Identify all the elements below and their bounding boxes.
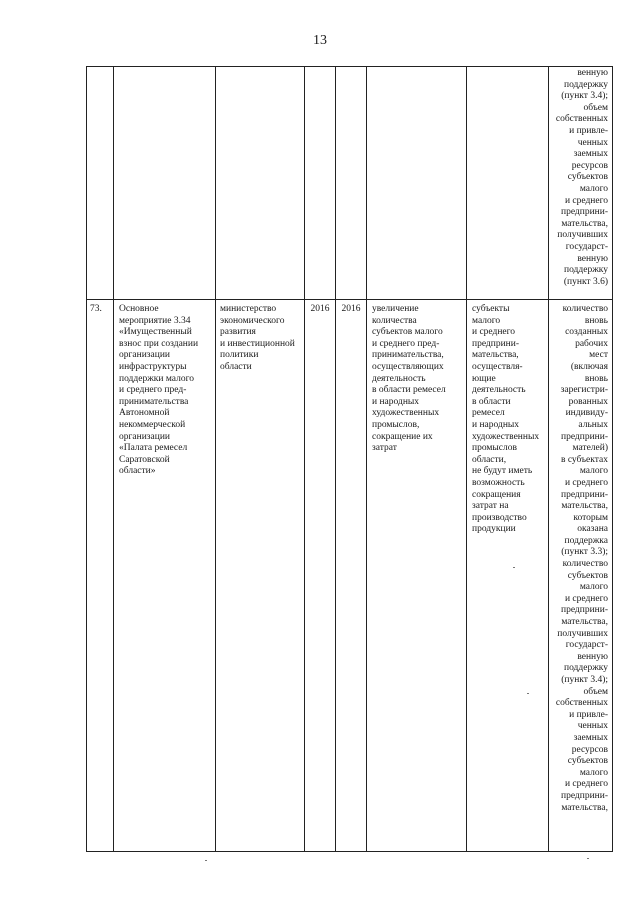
cell-text-line: (пункт 3.3);: [561, 547, 608, 558]
cell-text-line: заемных: [573, 149, 608, 160]
cell-text-line: и инвестиционной: [220, 338, 295, 349]
cell-text-line: альных: [578, 419, 608, 430]
cell-text-line: принимательства,: [372, 350, 444, 361]
column-divider: [215, 66, 216, 852]
cell-text-line: сокращения: [472, 489, 521, 500]
cell-text-line: развития: [220, 327, 256, 338]
cell-text-line: «Палата ремесел: [119, 443, 188, 454]
cell-text-line: получивших: [557, 628, 608, 639]
cell-text-line: субъектов: [567, 570, 608, 581]
cell-text-line: осуществля-: [472, 361, 523, 372]
cell-text-line: художественных: [472, 431, 540, 442]
expected-result-cell: [372, 304, 464, 455]
table-border-top: [86, 66, 613, 67]
cell-text-line: вновь: [584, 315, 608, 326]
cell-text-line: поддержку: [564, 663, 608, 674]
row-divider: [86, 299, 613, 300]
cell-text-line: которым: [573, 512, 608, 523]
table-border-right: [612, 66, 613, 852]
cell-text-line: поддержку: [564, 265, 608, 276]
cell-text-line: субъектов: [567, 172, 608, 183]
cell-text-line: зарегистри-: [560, 385, 608, 396]
cell-text-line: мательства,: [561, 218, 608, 229]
cell-text-line: венную: [577, 68, 608, 78]
cell-text-line: увеличение: [372, 304, 419, 314]
cell-text-line: получивших: [557, 230, 608, 241]
cell-text-line: инфраструктуры: [119, 361, 187, 372]
cell-text-line: экономического: [220, 315, 285, 326]
cell-text-line: малого: [579, 466, 608, 477]
cell-text-line: и среднего: [472, 327, 516, 338]
cell-text-line: области: [220, 361, 252, 372]
cell-text-line: и народных: [372, 396, 420, 407]
cell-text-line: Автономной: [119, 408, 170, 419]
cell-text-line: и среднего: [564, 593, 608, 604]
consequences-cell: [472, 304, 546, 536]
cell-text-line: возможность: [472, 477, 525, 488]
cell-text-line: малого: [579, 582, 608, 593]
cell-text-line: предприни-: [560, 207, 608, 218]
cell-text-line: производство: [472, 512, 527, 523]
column-divider: [335, 66, 336, 852]
cell-text-line: предприни-: [560, 431, 608, 442]
cell-text-line: некоммерческой: [119, 419, 186, 430]
scan-speck: [513, 567, 515, 568]
cell-text-line: созданных: [565, 327, 608, 338]
cell-text-line: организации: [119, 350, 171, 361]
cell-text-line: и среднего: [564, 195, 608, 206]
cell-text-line: заемных: [573, 732, 608, 743]
column-divider: [366, 66, 367, 852]
end-year-cell: 2016: [341, 304, 361, 314]
cell-text-line: и народных: [472, 419, 520, 430]
cell-text-line: мательства,: [561, 802, 608, 813]
cell-text-line: венную: [577, 651, 608, 662]
cell-text-line: мательства,: [472, 350, 519, 361]
cell-text-line: не будут иметь: [472, 466, 533, 477]
cell-text-line: количество: [562, 559, 608, 570]
cell-text-line: малого: [472, 315, 501, 326]
cell-text-line: продукции: [472, 524, 516, 535]
cell-text-line: поддержку: [564, 79, 608, 90]
column-divider: [304, 66, 305, 852]
cell-text-line: деятельность: [372, 373, 426, 384]
cell-text-line: количества: [372, 315, 417, 326]
page-number: 13: [313, 33, 327, 48]
cell-text-line: собственных: [555, 114, 608, 125]
cell-text-line: мательства,: [561, 501, 608, 512]
cell-text-line: затрат на: [472, 501, 509, 512]
cell-text-line: субъектов: [567, 756, 608, 767]
start-year-cell: 2016: [310, 304, 330, 314]
cell-text-line: ченных: [577, 721, 608, 732]
cell-text-line: объем: [583, 686, 608, 697]
cell-text-line: мест: [589, 350, 608, 361]
cell-text-line: индивиду-: [565, 408, 608, 419]
scan-speck: [527, 693, 529, 694]
cell-text-line: организации: [119, 431, 171, 442]
cell-text-line: и привле-: [569, 709, 608, 720]
cell-text-line: области»: [119, 466, 156, 477]
cell-text-line: рованных: [568, 396, 608, 407]
cell-text-line: министерство: [220, 304, 277, 314]
cell-text-line: предприни-: [560, 790, 608, 801]
cell-text-line: субъектов малого: [372, 327, 443, 338]
cell-text-line: мероприятие 3.34: [119, 315, 191, 326]
cell-text-line: субъекты: [472, 304, 510, 314]
cell-text-line: ченных: [577, 137, 608, 148]
column-divider: [466, 66, 467, 852]
cell-text-line: «Имущественный: [119, 327, 192, 338]
cell-text-line: предприни-: [472, 338, 520, 349]
cell-text-line: взнос при создании: [119, 338, 199, 349]
cell-text-line: (пункт 3.4);: [561, 91, 608, 102]
cell-text-line: Основное: [119, 304, 159, 314]
continued-indicators-cell: [550, 68, 608, 288]
cell-text-line: в области: [472, 396, 511, 407]
cell-text-line: поддержка: [564, 535, 608, 546]
cell-text-line: ющие: [472, 373, 496, 384]
cell-text-line: малого: [579, 183, 608, 194]
cell-text-line: рабочих: [575, 338, 608, 349]
cell-text-line: ресурсов: [571, 744, 608, 755]
cell-text-line: и среднего: [564, 779, 608, 790]
cell-text-line: поддержки малого: [119, 373, 194, 384]
cell-text-line: промыслов: [472, 443, 517, 454]
cell-text-line: политики: [220, 350, 259, 361]
cell-text-line: мательства,: [561, 617, 608, 628]
column-divider: [548, 66, 549, 852]
cell-text-line: осуществляющих: [372, 361, 444, 372]
cell-text-line: (пункт 3.6): [563, 276, 608, 287]
cell-text-line: ресурсов: [571, 160, 608, 171]
cell-text-line: и привле-: [569, 125, 608, 136]
cell-text-line: Саратовской: [119, 454, 170, 465]
row-number: 73.: [90, 304, 102, 314]
cell-text-line: мателей): [572, 443, 608, 454]
cell-text-line: области,: [472, 454, 507, 465]
cell-text-line: государст-: [565, 241, 608, 252]
cell-text-line: предприни-: [560, 489, 608, 500]
cell-text-line: оказана: [577, 524, 608, 535]
cell-text-line: в субъектах: [560, 454, 608, 465]
scan-speck: [587, 858, 589, 859]
cell-text-line: художественных: [372, 408, 440, 419]
table-border-left: [86, 66, 87, 852]
indicators-cell: [550, 304, 608, 814]
cell-text-line: затрат: [372, 443, 397, 454]
column-divider: [113, 66, 114, 852]
cell-text-line: сокращение их: [372, 431, 433, 442]
cell-text-line: (пункт 3.4);: [561, 675, 608, 685]
cell-text-line: малого: [579, 767, 608, 778]
cell-text-line: количество: [562, 304, 608, 314]
cell-text-line: ремесел: [472, 408, 505, 419]
cell-text-line: вновь: [584, 373, 608, 384]
cell-text-line: в области ремесел: [372, 385, 446, 396]
cell-text-line: принимательства: [119, 396, 189, 407]
cell-text-line: промыслов,: [372, 419, 420, 430]
cell-text-line: и среднего: [564, 477, 608, 488]
cell-text-line: государст-: [565, 640, 608, 651]
measures-table: [86, 66, 613, 852]
cell-text-line: и среднего пред-: [372, 338, 440, 349]
cell-text-line: предприни-: [560, 605, 608, 616]
table-border-bottom: [86, 851, 613, 852]
cell-text-line: (включая: [570, 361, 608, 372]
cell-text-line: собственных: [555, 698, 608, 709]
cell-text-line: венную: [577, 253, 608, 264]
scan-speck: [205, 860, 207, 861]
cell-text-line: объем: [583, 102, 608, 113]
executor-cell: [220, 304, 302, 374]
cell-text-line: деятельность: [472, 385, 526, 396]
cell-text-line: и среднего пред-: [119, 385, 187, 396]
measure-title-cell: [119, 304, 213, 478]
